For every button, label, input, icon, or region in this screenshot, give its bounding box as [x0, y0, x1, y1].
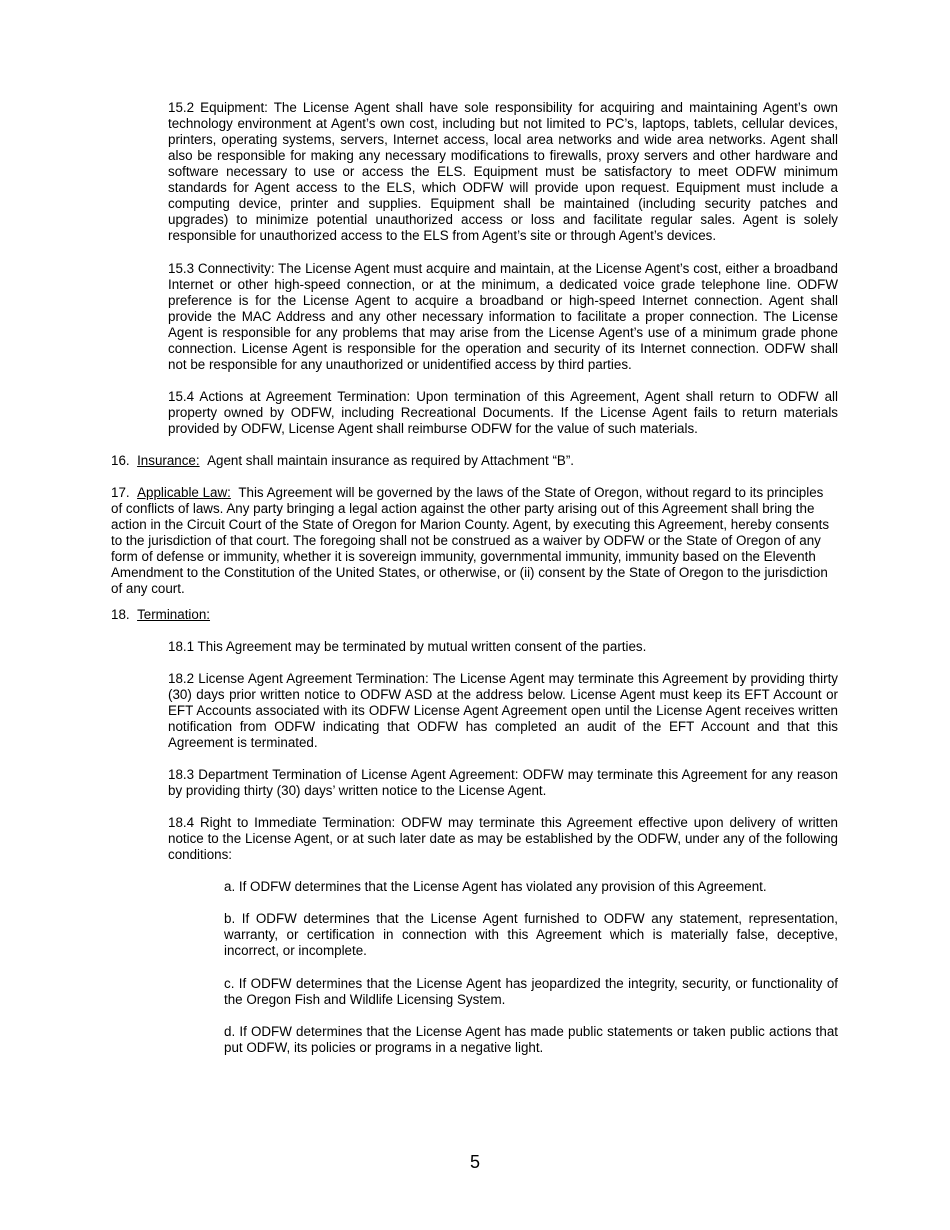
section-16-body: Agent shall maintain insurance as required by Attachment “B”.: [207, 453, 575, 468]
section-18-4-immediate-termination: 18.4 Right to Immediate Termination: ODFW may terminate this Agreement effective upon delivery of written notice to the License Agent, or at such later date as may be established by the ODFW, under any of the following conditions:: [168, 815, 838, 862]
section-18-heading: Termination:: [137, 607, 211, 622]
section-17-body: This Agreement will be governed by the laws of the State of Oregon, without regard to its principles of conflicts of laws. Any party bringing a legal action against the other party arising out of this Agreement shall bring the action in the Circuit Court of the State of Oregon for Marion County. Agent, by executing this Agreement, hereby consents to the jurisdiction of that court. The foregoing shall not be construed as a waiver by ODFW or the State of Oregon of any form of defense or immunity, whether it is sovereign immunity, governmental immunity, immunity based on the Eleventh Amendment to the Constitution of the United States, or otherwise, or (ii) consent by the State of Oregon to the jurisdiction of any court.: [111, 485, 830, 596]
section-17-applicable-law: [111, 485, 838, 597]
section-16-heading: Insurance:: [137, 453, 200, 468]
section-15-2-equipment: 15.2 Equipment: The License Agent shall have sole responsibility for acquiring and maintaining Agent’s own technology environment at Agent’s own cost, including but not limited to PC’s, laptops, tablets, cellular devices, printers, operating systems, servers, Internet access, local area networks and wide area networks. Agent shall also be responsible for making any necessary modifications to firewalls, proxy servers and other hardware and software necessary to use or access the ELS. Equipment must be satisfactory to meet ODFW minimum standards for Agent access to the ELS, which ODFW will provide upon request. Equipment must include a computing device, printer and supplies. Equipment shall be maintained (including security patches and upgrades) to minimize potential unauthorized access or loss and facilitate regular sales. Agent is solely responsible for unauthorized access to the ELS from Agent’s site or through Agent’s devices.: [168, 100, 838, 243]
section-17-number: 17.: [111, 485, 130, 500]
section-18-1-mutual-consent: 18.1 This Agreement may be terminated by mutual written consent of the parties.: [168, 639, 647, 654]
condition-c: c. If ODFW determines that the License Agent has jeopardized the integrity, security, or functionality of the Oregon Fish and Wildlife Licensing System.: [224, 976, 838, 1007]
section-18-termination: [111, 607, 838, 623]
section-15-3-connectivity: 15.3 Connectivity: The License Agent must acquire and maintain, at the License Agent’s cost, either a broadband Internet or other high-speed connection, or at the minimum, a dedicated voice grade telephone line. ODFW preference is for the License Agent to acquire a broadband or high-speed Internet connection. Agent shall provide the MAC Address and any other necessary information to facilitate a proper connection. The License Agent is responsible for any problems that may arise from the License Agent’s use of a minimum grade phone connection. License Agent is responsible for the operation and security of its Internet connection. ODFW shall not be responsible for any unauthorized or unidentified access by third parties.: [168, 261, 838, 372]
condition-d: d. If ODFW determines that the License Agent has made public statements or taken public actions that put ODFW, its policies or programs in a negative light.: [224, 1024, 838, 1055]
section-18-3-department-termination: 18.3 Department Termination of License Agent Agreement: ODFW may terminate this Agreement for any reason by providing thirty (30) days’ written notice to the License Agent.: [168, 767, 838, 798]
condition-a: a. If ODFW determines that the License Agent has violated any provision of this Agreement.: [224, 879, 767, 894]
condition-b: b. If ODFW determines that the License Agent furnished to ODFW any statement, representation, warranty, or certification in connection with this Agreement which is materially false, deceptive, incorrect, or incomplete.: [224, 911, 838, 958]
section-16-number: 16.: [111, 453, 130, 468]
section-17-heading: Applicable Law:: [137, 485, 231, 500]
section-18-number: 18.: [111, 607, 130, 622]
page-number: 5: [469, 1152, 480, 1172]
section-15-4-termination-actions: 15.4 Actions at Agreement Termination: Upon termination of this Agreement, Agent shall return to ODFW all property owned by ODFW, including Recreational Documents. If the License Agent fails to return materials provided by ODFW, License Agent shall reimburse ODFW for the value of such materials.: [168, 389, 838, 436]
section-18-2-agent-termination: 18.2 License Agent Agreement Termination: The License Agent may terminate this Agreement by providing thirty (30) days prior written notice to ODFW ASD at the address below. License Agent must keep its EFT Account or EFT Accounts associated with its ODFW License Agent Agreement open until the License Agent receives written notification from ODFW indicating that ODFW has completed an audit of the EFT Account and that this Agreement is terminated.: [168, 671, 838, 750]
section-16-insurance: [111, 453, 838, 469]
